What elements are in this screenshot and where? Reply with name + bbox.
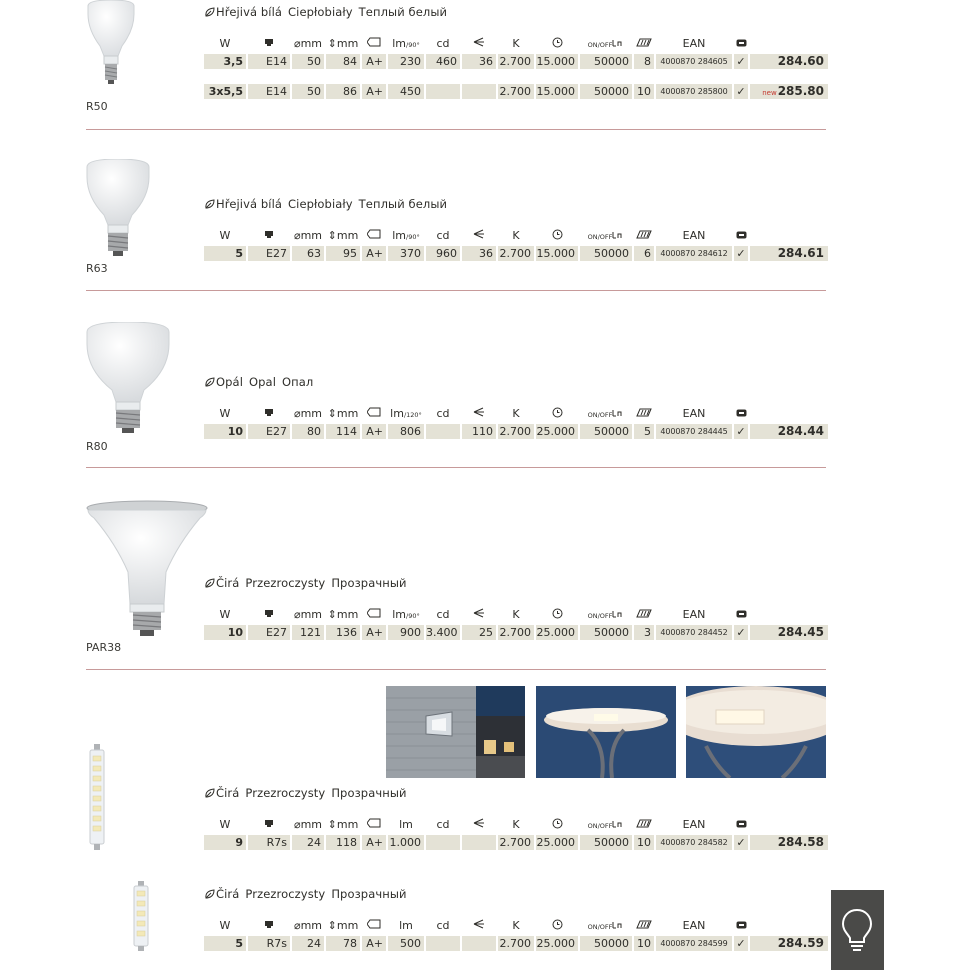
cell-life: 15.000 [536, 84, 578, 99]
cell-angle [462, 835, 496, 850]
cell-cd [426, 835, 460, 850]
cell-price [750, 246, 828, 261]
cell-dia: 50 [292, 84, 324, 99]
article-number: 284.44 [777, 424, 824, 438]
cell-angle [462, 84, 496, 99]
beam-angle-icon [462, 37, 496, 50]
cell-lm: 900 [388, 625, 424, 640]
cell-angle: 36 [462, 246, 496, 261]
pack-icon [634, 37, 654, 50]
cell-energy: A+ [362, 246, 386, 261]
cell-cd [426, 424, 460, 439]
cell-ean: 4000870 284605 [656, 54, 732, 69]
header-diameter: ⌀mm [293, 229, 323, 242]
cell-k: 2.700 [498, 424, 534, 439]
product-description [204, 5, 453, 21]
header-watt: W [219, 919, 231, 932]
socket-icon [248, 229, 290, 242]
article-number: 284.58 [777, 835, 824, 849]
header-kelvin: K [512, 37, 520, 50]
energy-class-icon [362, 407, 386, 420]
cell-check: ✓ [734, 835, 748, 850]
cell-socket: E14 [248, 84, 290, 99]
header-watt: W [219, 407, 231, 420]
cell-life: 25.000 [536, 424, 578, 439]
cell-life: 25.000 [536, 625, 578, 640]
header-kelvin: K [512, 608, 520, 621]
cell-price [750, 424, 828, 439]
cell-ean: 4000870 284582 [656, 835, 732, 850]
cell-w: 5 [204, 246, 246, 261]
beam-angle-icon [462, 229, 496, 242]
cell-life: 25.000 [536, 936, 578, 951]
cell-pack: 8 [634, 54, 654, 69]
description-text: Прозрачный [331, 576, 407, 590]
cell-price [750, 84, 828, 99]
beam-angle-icon [462, 919, 496, 932]
description-text: Čirá [216, 887, 240, 901]
article-number: 284.45 [777, 625, 824, 639]
leaf-icon [204, 888, 216, 903]
cell-pack: 6 [634, 246, 654, 261]
cell-onoff: 50000 [580, 246, 632, 261]
cell-dia: 24 [292, 835, 324, 850]
lumen-angle: /90° [406, 41, 420, 49]
cell-ean: 4000870 284599 [656, 936, 732, 951]
header-height: ⇕mm [327, 818, 359, 831]
cell-life: 15.000 [536, 54, 578, 69]
header-watt: W [219, 37, 231, 50]
cell-check: ✓ [734, 246, 748, 261]
model-label: PAR38 [86, 641, 122, 654]
spec-header [204, 37, 828, 50]
cell-check: ✓ [734, 936, 748, 951]
cell-dia: 63 [292, 246, 324, 261]
clock-icon [536, 37, 578, 51]
product-description [204, 375, 319, 391]
product-description [204, 786, 413, 802]
cell-onoff: 50000 [580, 54, 632, 69]
description-text: Przezroczysty [245, 887, 326, 901]
lumen-label: lm [392, 608, 407, 621]
spec-header [204, 608, 828, 621]
lumen-label: lm [390, 407, 404, 420]
cell-socket: E27 [248, 246, 290, 261]
header-candela: cd [436, 608, 450, 621]
header-lumen [388, 608, 424, 621]
header-ean: EAN [682, 608, 706, 621]
cell-onoff: 50000 [580, 625, 632, 640]
cell-angle: 36 [462, 54, 496, 69]
header-height: ⇕mm [327, 229, 359, 242]
cell-angle: 110 [462, 424, 496, 439]
header-kelvin: K [512, 818, 520, 831]
leaf-icon [204, 6, 216, 21]
cell-energy: A+ [362, 625, 386, 640]
cell-onoff: 50000 [580, 936, 632, 951]
onoff-label: ON/OFF [587, 41, 613, 49]
new-badge: new [762, 89, 777, 97]
energy-class-icon [362, 608, 386, 621]
spec-header [204, 919, 828, 932]
clock-icon [536, 407, 578, 421]
dimmable-icon [734, 608, 748, 621]
energy-class-icon [362, 818, 386, 831]
header-candela: cd [436, 229, 450, 242]
cell-h: 136 [326, 625, 360, 640]
cell-check: ✓ [734, 54, 748, 69]
r50-bulb-image [86, 0, 136, 86]
description-text: Ciepłobiały [288, 197, 353, 211]
header-onoff [580, 229, 632, 242]
clock-icon [536, 818, 578, 832]
onoff-label: ON/OFF [587, 612, 613, 620]
cell-pack: 5 [634, 424, 654, 439]
pack-icon [634, 229, 654, 242]
pack-icon [634, 608, 654, 621]
cell-socket: R7s [248, 835, 290, 850]
cell-w: 10 [204, 424, 246, 439]
onoff-label: ON/OFF [587, 233, 613, 241]
cell-k: 2.700 [498, 246, 534, 261]
article-number: 284.61 [777, 246, 824, 260]
onoff-label: ON/OFF [587, 923, 613, 931]
cell-cd: 3.400 [426, 625, 460, 640]
pack-icon [634, 919, 654, 932]
cell-pack: 10 [634, 84, 654, 99]
leaf-icon [204, 376, 216, 391]
energy-class-icon [362, 37, 386, 50]
cell-angle [462, 936, 496, 951]
r7s-118-bulb-image [88, 744, 106, 850]
cell-h: 84 [326, 54, 360, 69]
cell-k: 2.700 [498, 54, 534, 69]
header-diameter: ⌀mm [293, 37, 323, 50]
cell-ean: 4000870 284612 [656, 246, 732, 261]
socket-icon [248, 818, 290, 831]
socket-icon [248, 407, 290, 420]
description-text: Теплый белый [358, 5, 448, 19]
model-label: R63 [86, 262, 108, 275]
cell-socket: E14 [248, 54, 290, 69]
header-ean: EAN [682, 37, 706, 50]
description-text: Прозрачный [331, 887, 407, 901]
cell-dia: 50 [292, 54, 324, 69]
spec-row [204, 835, 828, 850]
spec-header [204, 229, 828, 242]
floor-lamp-photo [536, 686, 676, 778]
spec-header [204, 407, 828, 420]
header-ean: EAN [682, 919, 706, 932]
model-label: R50 [86, 100, 108, 113]
cell-ean: 4000870 284452 [656, 625, 732, 640]
cell-check: ✓ [734, 625, 748, 640]
section-divider [86, 467, 826, 468]
spec-row [204, 424, 828, 439]
cell-lm: 230 [388, 54, 424, 69]
lumen-angle: /90° [406, 233, 420, 241]
header-candela: cd [436, 919, 450, 932]
cell-cd [426, 84, 460, 99]
cell-pack: 3 [634, 625, 654, 640]
header-candela: cd [436, 407, 450, 420]
cell-check: ✓ [734, 424, 748, 439]
spec-row [204, 246, 828, 261]
cell-ean: 4000870 285800 [656, 84, 732, 99]
header-candela: cd [436, 37, 450, 50]
dimmable-icon [734, 919, 748, 932]
clock-icon [536, 919, 578, 933]
cell-k: 2.700 [498, 835, 534, 850]
header-lumen [388, 37, 424, 50]
cell-angle: 25 [462, 625, 496, 640]
cell-lm: 450 [388, 84, 424, 99]
cell-w: 5 [204, 936, 246, 951]
header-diameter: ⌀mm [293, 608, 323, 621]
cell-k: 2.700 [498, 936, 534, 951]
section-divider [86, 129, 826, 130]
spec-row [204, 936, 828, 951]
clock-icon [536, 229, 578, 243]
cell-socket: E27 [248, 424, 290, 439]
description-text: Hřejivá bílá [216, 197, 283, 211]
description-text: Przezroczysty [245, 786, 326, 800]
cell-h: 78 [326, 936, 360, 951]
pack-icon [634, 407, 654, 420]
header-lumen [388, 407, 424, 420]
beam-angle-icon [462, 608, 496, 621]
section-divider [86, 669, 826, 670]
cell-life: 15.000 [536, 246, 578, 261]
cell-onoff: 50000 [580, 835, 632, 850]
cell-price [750, 625, 828, 640]
cell-lm: 370 [388, 246, 424, 261]
header-onoff [580, 407, 632, 420]
header-diameter: ⌀mm [293, 407, 323, 420]
r7s-78-bulb-image [132, 881, 150, 951]
cell-lm: 500 [388, 936, 424, 951]
spec-header [204, 818, 828, 831]
header-candela: cd [436, 818, 450, 831]
cell-h: 95 [326, 246, 360, 261]
socket-icon [248, 37, 290, 50]
cell-k: 2.700 [498, 625, 534, 640]
cell-energy: A+ [362, 835, 386, 850]
cell-energy: A+ [362, 424, 386, 439]
header-ean: EAN [682, 407, 706, 420]
dimmable-icon [734, 229, 748, 242]
cell-dia: 121 [292, 625, 324, 640]
product-description [204, 576, 413, 592]
header-watt: W [219, 608, 231, 621]
energy-class-icon [362, 229, 386, 242]
description-text: Ciepłobiały [288, 5, 353, 19]
beam-angle-icon [462, 407, 496, 420]
cell-cd [426, 936, 460, 951]
lightbulb-icon [831, 890, 884, 970]
cell-energy: A+ [362, 54, 386, 69]
cell-dia: 80 [292, 424, 324, 439]
cell-w: 3x5,5 [204, 84, 246, 99]
header-onoff [580, 37, 632, 50]
par38-bulb-image [86, 500, 208, 640]
cell-lm: 806 [388, 424, 424, 439]
description-text: Čirá [216, 786, 240, 800]
cell-pack: 10 [634, 936, 654, 951]
header-kelvin: K [512, 919, 520, 932]
spec-row [204, 625, 828, 640]
cell-w: 9 [204, 835, 246, 850]
cell-socket: E27 [248, 625, 290, 640]
onoff-label: ON/OFF [587, 822, 613, 830]
cell-check: ✓ [734, 84, 748, 99]
cell-w: 3,5 [204, 54, 246, 69]
spec-row [204, 84, 828, 99]
lamp-detail-photo [686, 686, 826, 778]
wall-light-photo [386, 686, 525, 778]
cell-w: 10 [204, 625, 246, 640]
header-height: ⇕mm [327, 407, 359, 420]
header-lumen [388, 818, 424, 831]
description-text: Теплый белый [358, 197, 448, 211]
header-lumen [388, 919, 424, 932]
dimmable-icon [734, 818, 748, 831]
article-number: 284.60 [777, 54, 824, 68]
description-text: Hřejivá bílá [216, 5, 283, 19]
cell-h: 86 [326, 84, 360, 99]
description-text: Čirá [216, 576, 240, 590]
cell-lm: 1.000 [388, 835, 424, 850]
header-diameter: ⌀mm [293, 818, 323, 831]
header-onoff [580, 608, 632, 621]
header-kelvin: K [512, 407, 520, 420]
energy-class-icon [362, 919, 386, 932]
article-number: 284.59 [777, 936, 824, 950]
socket-icon [248, 919, 290, 932]
r63-bulb-image [86, 159, 150, 259]
cell-cd: 960 [426, 246, 460, 261]
leaf-icon [204, 787, 216, 802]
leaf-icon [204, 198, 216, 213]
cell-h: 114 [326, 424, 360, 439]
header-diameter: ⌀mm [293, 919, 323, 932]
lumen-label: lm [392, 37, 407, 50]
lumen-label: lm [399, 818, 413, 831]
lumen-label: lm [392, 229, 407, 242]
header-watt: W [219, 818, 231, 831]
category-tab[interactable] [831, 890, 884, 970]
spec-row [204, 54, 828, 69]
cell-k: 2.700 [498, 84, 534, 99]
header-height: ⇕mm [327, 37, 359, 50]
article-number: 285.80 [777, 84, 824, 98]
header-height: ⇕mm [327, 919, 359, 932]
lumen-angle: /90° [406, 612, 420, 620]
cell-pack: 10 [634, 835, 654, 850]
product-description [204, 197, 453, 213]
cell-price [750, 936, 828, 951]
cell-onoff: 50000 [580, 424, 632, 439]
section-divider [86, 290, 826, 291]
description-text: Opal [249, 375, 276, 389]
cell-price [750, 835, 828, 850]
cell-cd: 460 [426, 54, 460, 69]
description-text: Прозрачный [331, 786, 407, 800]
header-onoff [580, 919, 632, 932]
dimmable-icon [734, 37, 748, 50]
model-label: R80 [86, 440, 108, 453]
cell-ean: 4000870 284445 [656, 424, 732, 439]
cell-price [750, 54, 828, 69]
description-text: Opál [216, 375, 243, 389]
socket-icon [248, 608, 290, 621]
leaf-icon [204, 577, 216, 592]
header-lumen [388, 229, 424, 242]
cell-life: 25.000 [536, 835, 578, 850]
description-text: Przezroczysty [245, 576, 326, 590]
onoff-label: ON/OFF [587, 411, 613, 419]
cell-dia: 24 [292, 936, 324, 951]
r80-bulb-image [86, 322, 170, 436]
product-description [204, 887, 413, 903]
header-ean: EAN [682, 818, 706, 831]
header-height: ⇕mm [327, 608, 359, 621]
cell-energy: A+ [362, 936, 386, 951]
lumen-label: lm [399, 919, 413, 932]
header-ean: EAN [682, 229, 706, 242]
beam-angle-icon [462, 818, 496, 831]
cell-socket: R7s [248, 936, 290, 951]
header-watt: W [219, 229, 231, 242]
description-text: Опал [282, 375, 314, 389]
header-onoff [580, 818, 632, 831]
clock-icon [536, 608, 578, 622]
lumen-angle: /120° [403, 411, 422, 419]
header-kelvin: K [512, 229, 520, 242]
cell-onoff: 50000 [580, 84, 632, 99]
cell-energy: A+ [362, 84, 386, 99]
pack-icon [634, 818, 654, 831]
cell-h: 118 [326, 835, 360, 850]
dimmable-icon [734, 407, 748, 420]
